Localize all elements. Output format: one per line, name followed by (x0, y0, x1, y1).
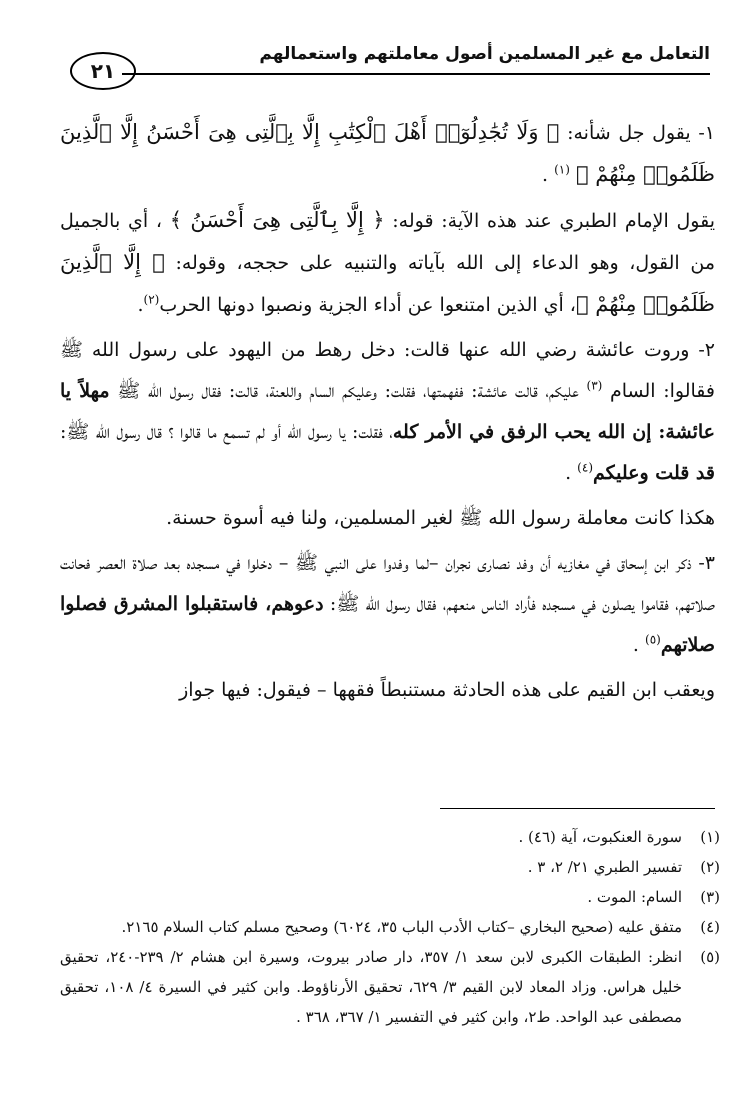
hadith-quote: قد قلت وعليكم (593, 462, 715, 484)
paragraph-1 (60, 112, 715, 196)
footnote-ref[interactable]: (٥) (645, 632, 661, 647)
paragraph-6: ويعقب ابن القيم على هذه الحادثة مستنبطاً فقهها – فيقول: فيها جواز (179, 679, 715, 701)
footnote-text: انظر: الطبقات الكبرى لابن سعد ١/ ٣٥٧، دار صادر بيروت، وسيرة ابن هشام ٢/ ٢٣٩-٢٤٠، تحقيق خليل هراس. وزاد المعاد لابن القيم ٣/ ٦٢٩، تحقيق الأرناؤوط. وابن كثير في السيرة ٤/ ١٠٨، تحقيق مصطفى عبد الواحد. ط٢، وابن كثير في التفسير ١/ ٣٦٧، ٣٦٨ . (60, 948, 683, 1026)
footnote (60, 912, 720, 942)
footnote (60, 882, 720, 912)
quran-verse: ﴿ إِلَّا بِٱلَّتِى هِىَ أَحْسَنُ ﴾ (169, 208, 385, 232)
quran-verse: ﴿ وَلَا تُجَٰدِلُوٓا۟ أَهْلَ ٱلْكِتَٰبِ إِلَّا بِٱلَّتِى هِىَ أَحْسَنُ إِلَّا ٱلَّذِينَ ظَلَمُوا۟ مِنْهُمْ ﴾ (60, 120, 715, 186)
hadith-quote: دعوهم، فاستقبلوا المشرق فصلوا صلاتهم (60, 593, 715, 656)
footnote (60, 852, 720, 882)
footnote (60, 942, 720, 1032)
running-title: التعامل مع غير المسلمين أصول معاملتهم واستعمالهم (259, 44, 710, 64)
paragraph-text: عليكم، قالت عائشة: ففهمتها، فقلت: وعليكم السام واللعنة، قالت: فقال رسول الله ﷺ (109, 380, 587, 402)
paragraph-text: ١- يقول جل شأنه: (559, 122, 715, 144)
footnote-text: متفق عليه (صحيح البخاري –كتاب الأدب الباب ٣٥، ٦٠٢٤) وصحيح مسلم كتاب السلام ٢١٦٥. (121, 918, 682, 936)
main-text (60, 112, 715, 715)
footnote-text: سورة العنكبوت، آية (٤٦) . (518, 828, 682, 846)
paragraph-text: . (541, 164, 555, 186)
paragraph-text: ، فقلت: يا رسول الله أو لم تسمع ما قالوا ؟ قال رسول الله ﷺ: (60, 421, 393, 443)
quran-verse: ﴿ إِلَّا ٱلَّذِينَ ظَلَمُوا۟ مِنْهُمْ ﴾ (60, 250, 715, 316)
footnote-ref[interactable]: (١) (554, 162, 570, 177)
footnote-ref[interactable]: (٣) (586, 378, 603, 393)
footnote-number: (٣) (700, 888, 720, 906)
page-header (70, 40, 710, 83)
footnote-text: تفسير الطبري ٢١/ ٢، ٣ . (527, 858, 682, 876)
header-rule (122, 73, 710, 75)
paragraph-2 (60, 200, 715, 326)
paragraph-text: يقول الإمام الطبري عند هذه الآية: قوله: (384, 210, 716, 232)
paragraph-4: هكذا كانت معاملة رسول الله ﷺ لغير المسلمين، ولنا فيه أسوة حسنة. (166, 507, 715, 529)
paragraph-text: . (565, 462, 578, 484)
paragraph-text: ، أي بالجميل من القول، وهو الدعاء إلى الله بآياته والتنبيه على حججه، وقوله: (60, 210, 715, 274)
paragraph-text: . (632, 634, 645, 656)
footnote-number: (٢) (700, 858, 720, 876)
footnote-separator (440, 808, 715, 809)
paragraph-text: ٢- وروت عائشة رضي الله عنها قالت: دخل رهط من اليهود على رسول الله ﷺ فقالوا: السام (60, 339, 715, 402)
footnotes (60, 822, 720, 1032)
footnote (60, 822, 720, 852)
paragraph-3 (60, 330, 715, 494)
hadith-quote: مهلاً يا عائشة: إن الله يحب الرفق في الأمر كله (60, 380, 715, 443)
footnote-ref[interactable]: (٢) (143, 292, 160, 307)
paragraph-5 (60, 543, 715, 666)
footnote-number: (٤) (700, 918, 720, 936)
footnote-ref[interactable]: (٤) (577, 460, 593, 475)
footnote-number: (١) (700, 828, 720, 846)
footnote-text: السام: الموت . (587, 888, 682, 906)
paragraph-text: ٣- ذكر ابن إسحاق في مغازيه أن وفد نصارى نجران –لما وفدوا على النبي ﷺ – دخلوا في مسجده بعد صلاة العصر فحانت صلاتهم، فقاموا يصلون في مسجده فأراد الناس منعهم، فقال رسول الله ﷺ: (60, 552, 715, 615)
paragraph-text: ، أي الذين امتنعوا عن أداء الجزية ونصبوا دونها الحرب (159, 294, 576, 316)
paragraph-text: . (137, 294, 144, 316)
footnote-number: (٥) (700, 948, 720, 966)
page-number: ٢١ (70, 52, 136, 90)
